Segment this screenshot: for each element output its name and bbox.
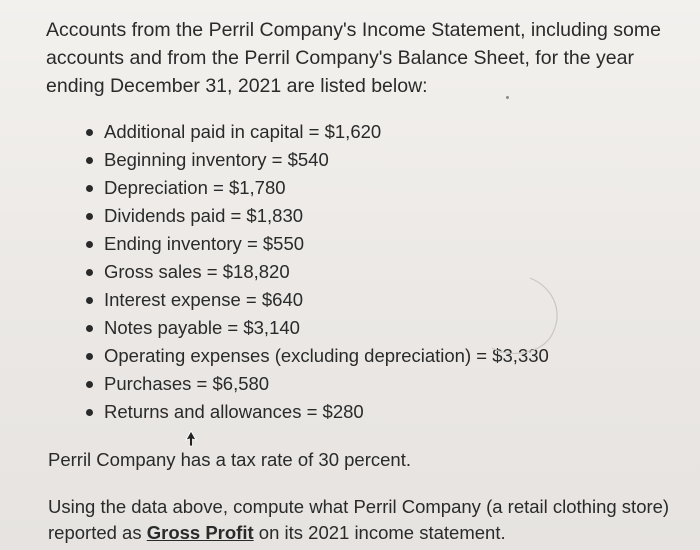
mouse-pointer-icon [184, 430, 198, 448]
list-item [86, 118, 549, 146]
question-text-after: on its 2021 income statement. [253, 522, 506, 543]
list-item-text: Purchases = $6,580 [104, 373, 270, 394]
list-item-text: Additional paid in capital = $1,620 [104, 121, 382, 142]
list-item [86, 230, 549, 258]
list-item-text: Returns and allowances = $280 [104, 401, 364, 422]
dust-speck [506, 96, 509, 99]
list-item [86, 202, 549, 230]
bullet-dot-icon [86, 129, 93, 136]
tax-rate-note: Perril Company has a tax rate of 30 percent. [48, 449, 411, 470]
gross-profit-emphasis: Gross Profit [146, 522, 254, 543]
list-item [86, 174, 549, 202]
bullet-dot-icon [86, 325, 93, 332]
list-item-text: Interest expense = $640 [104, 289, 304, 310]
bullet-dot-icon [86, 213, 93, 220]
list-item-text: Depreciation = $1,780 [104, 177, 286, 198]
list-item-text: Ending inventory = $550 [104, 233, 305, 254]
list-item-text: Operating expenses (excluding depreciation) = $3,330 [104, 345, 549, 366]
intro-paragraph: Accounts from the Perril Company's Income Statement, including some accounts and from the Perril Company's Balance Sheet, for the year ending December 31, 2021 are listed below: [46, 19, 661, 97]
bullet-dot-icon [86, 269, 93, 276]
list-item [86, 398, 549, 426]
bullet-dot-icon [86, 157, 93, 164]
bullet-dot-icon [86, 297, 93, 304]
bullet-dot-icon [86, 381, 93, 388]
bullet-dot-icon [86, 241, 93, 248]
list-item-text: Notes payable = $3,140 [104, 317, 300, 338]
pen-circle-mark [470, 270, 570, 360]
list-item [86, 146, 549, 174]
question-text-before: Using the data above, compute what Perril Company (a retail clothing store) reported as [48, 496, 670, 543]
question-paragraph [48, 494, 688, 546]
bullet-dot-icon [86, 185, 93, 192]
list-item [86, 370, 549, 398]
list-item-text: Beginning inventory = $540 [104, 149, 329, 170]
list-item-text: Gross sales = $18,820 [104, 261, 290, 282]
list-item-text: Dividends paid = $1,830 [104, 205, 304, 226]
bullet-dot-icon [86, 353, 93, 360]
bullet-dot-icon [86, 409, 93, 416]
